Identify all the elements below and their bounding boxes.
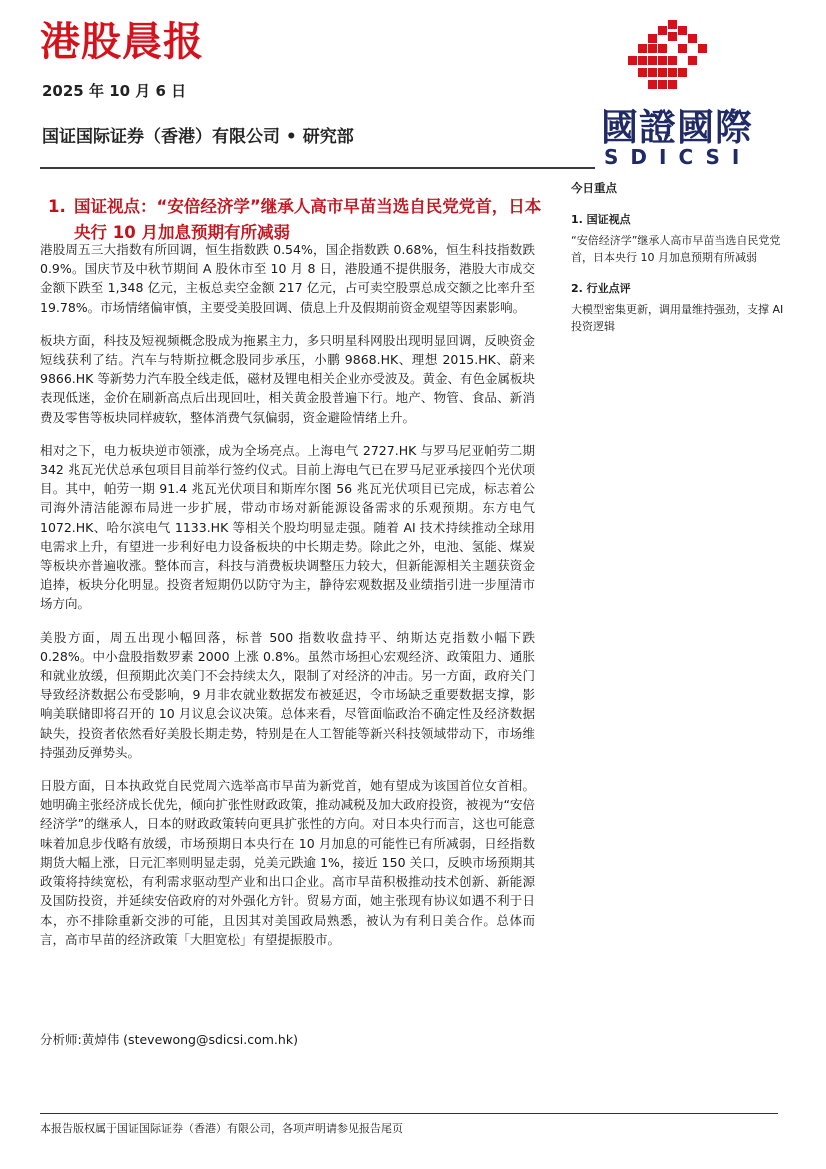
article-body [40,240,535,963]
logo-graphic [596,12,796,112]
body-paragraph: 港股周五三大指数有所回调，恒生指数跌 0.54%，国企指数跌 0.68%，恒生科技指数跌 0.9%。国庆节及中秋节期间 A 股休市至 10 月 8 日，港股通不提供服务，港股大市成交金额下跌至 1,348 亿元，主板总卖空金额 217 亿元，占可卖空股票总成交额之比率升至 19.78%。市场情绪偏审慎，主要受美股回调、债息上升及假期前资金观望等因素影响。 [40,242,535,315]
sidebar-highlights [571,180,793,349]
sidebar-item-text: 大模型密集更新，调用量维持强劲，支撑 AI 投资逻辑 [571,303,784,333]
footer-disclaimer: 本报告版权属于国证国际证券（香港）有限公司，各项声明请参见报告尾页 [40,1122,403,1135]
logo-english-text: SDICSI [604,145,752,169]
headline-number: 1. [48,196,66,216]
sidebar-item-text: “安倍经济学”继承人高市早苗当选自民党党首，日本央行 10 月加息预期有所减弱 [571,234,781,264]
body-paragraph: 板块方面，科技及短视频概念股成为拖累主力，多只明星科网股出现明显回调，反映资金短线获利了结。汽车与特斯拉概念股同步承压，小鹏 9868.HK、理想 2015.HK、蔚来 9866.HK 等新势力汽车股全线走低，磁材及锂电相关企业亦受波及。黄金、有色金属板块表现低迷，金价在刷新高点后出现回吐，相关黄金股普遍下行。地产、物管、食品、新消费及零售等板块同样疲软，整体消费气氛偏弱，资金避险情绪上升。 [40,332,535,425]
body-paragraph: 美股方面，周五出现小幅回落，标普 500 指数收盘持平、纳斯达克指数小幅下跌 0.28%。中小盘股指数罗素 2000 上涨 0.8%。虽然市场担心宏观经济、政策阻力、通胀和就业放缓，但预期此次美门不会持续太久，限制了对经济的冲击。另一方面，政府关门导致经济数据公布受影响，9 月非农就业数据发布被延迟，令市场缺乏重要数据支撑，影响美联储即将召开的 10 月议息会议决策。总体来看，尽管面临政治不确定性及经济数据缺失，投资者依然看好美股长期走势，特别是在人工智能等新兴科技领域带动下，市场维持强劲反弹势头。 [40,629,535,760]
article-headline [48,194,544,246]
headline-text: 国证视点：“安倍经济学”继承人高市早苗当选自民党党首，日本央行 10 月加息预期有所减弱 [74,196,542,242]
company-name: 国证国际证券（香港）有限公司 • 研究部 [42,127,354,147]
report-date: 2025 年 10 月 6 日 [42,82,187,100]
body-paragraph: 相对之下，电力板块逆市领涨，成为全场亮点。上海电气 2727.HK 与罗马尼亚帕劳二期 342 兆瓦光伏总承包项目目前举行签约仪式。目前上海电气已在罗马尼亚承接四个光伏项目。其中，帕劳一期 91.4 兆瓦光伏项目和斯库尔图 56 兆瓦光伏项目已完成，标志着公司海外清洁能源布局进一步扩展，带动市场对新能源设备需求的乐观预期。东方电气 1072.HK、哈尔滨电气 1133.HK 等相关个股均明显走强。随着 AI 技术持续推动全球用电需求上升，有望进一步利好电力设备板块的中长期走势。除此之外，电池、氢能、煤炭等板块亦普遍收涨。整体而言，科技与消费板块调整压力较大，但新能源相关主题获资金追捧，板块分化明显。投资者短期仍以防守为主，静待宏观数据及业绩指引进一步厘清市场方向。 [40,442,535,612]
sidebar-item-title: 1. 国证视点 [571,213,631,226]
body-paragraph: 日股方面，日本执政党自民党周六选举高市早苗为新党首，她有望成为该国首位女首相。她明确主张经济成长优先，倾向扩张性财政政策，推动减税及加大政府投资，被视为“安倍经济学”的继承人，日本的财政政策转向更具扩张性的方向。对日本央行而言，这也可能意味着加息步伐略有放缓，市场预期日本央行在 10 月加息的可能性已有所减弱，日经指数期货大幅上涨，日元汇率则明显走弱，兑美元跌逾 1%，接近 150 关口，反映市场预期其政策将持续宽松，有利需求驱动型产业和出口企业。高市早苗积极推动技术创新、新能源及国防投资，并延续安倍政府的对外强化方针。贸易方面，她主张现有协议如遇不利于日本，亦不排除重新交涉的可能，且因其对美国政局熟悉，被认为有利日美合作。总体而言，高市早苗的经济政策「大胆宽松」有望提振股市。 [40,778,535,947]
header-divider [40,167,595,169]
logo-chinese-text: 國證國際 [601,106,753,149]
sidebar-item-title: 2. 行业点评 [571,282,631,295]
footer-divider [40,1113,778,1114]
report-title: 港股晨报 [40,19,204,65]
sidebar-heading: 今日重点 [571,181,617,195]
analyst-contact: 分析师:黄焯伟 (stevewong@sdicsi.com.hk) [40,1032,298,1047]
